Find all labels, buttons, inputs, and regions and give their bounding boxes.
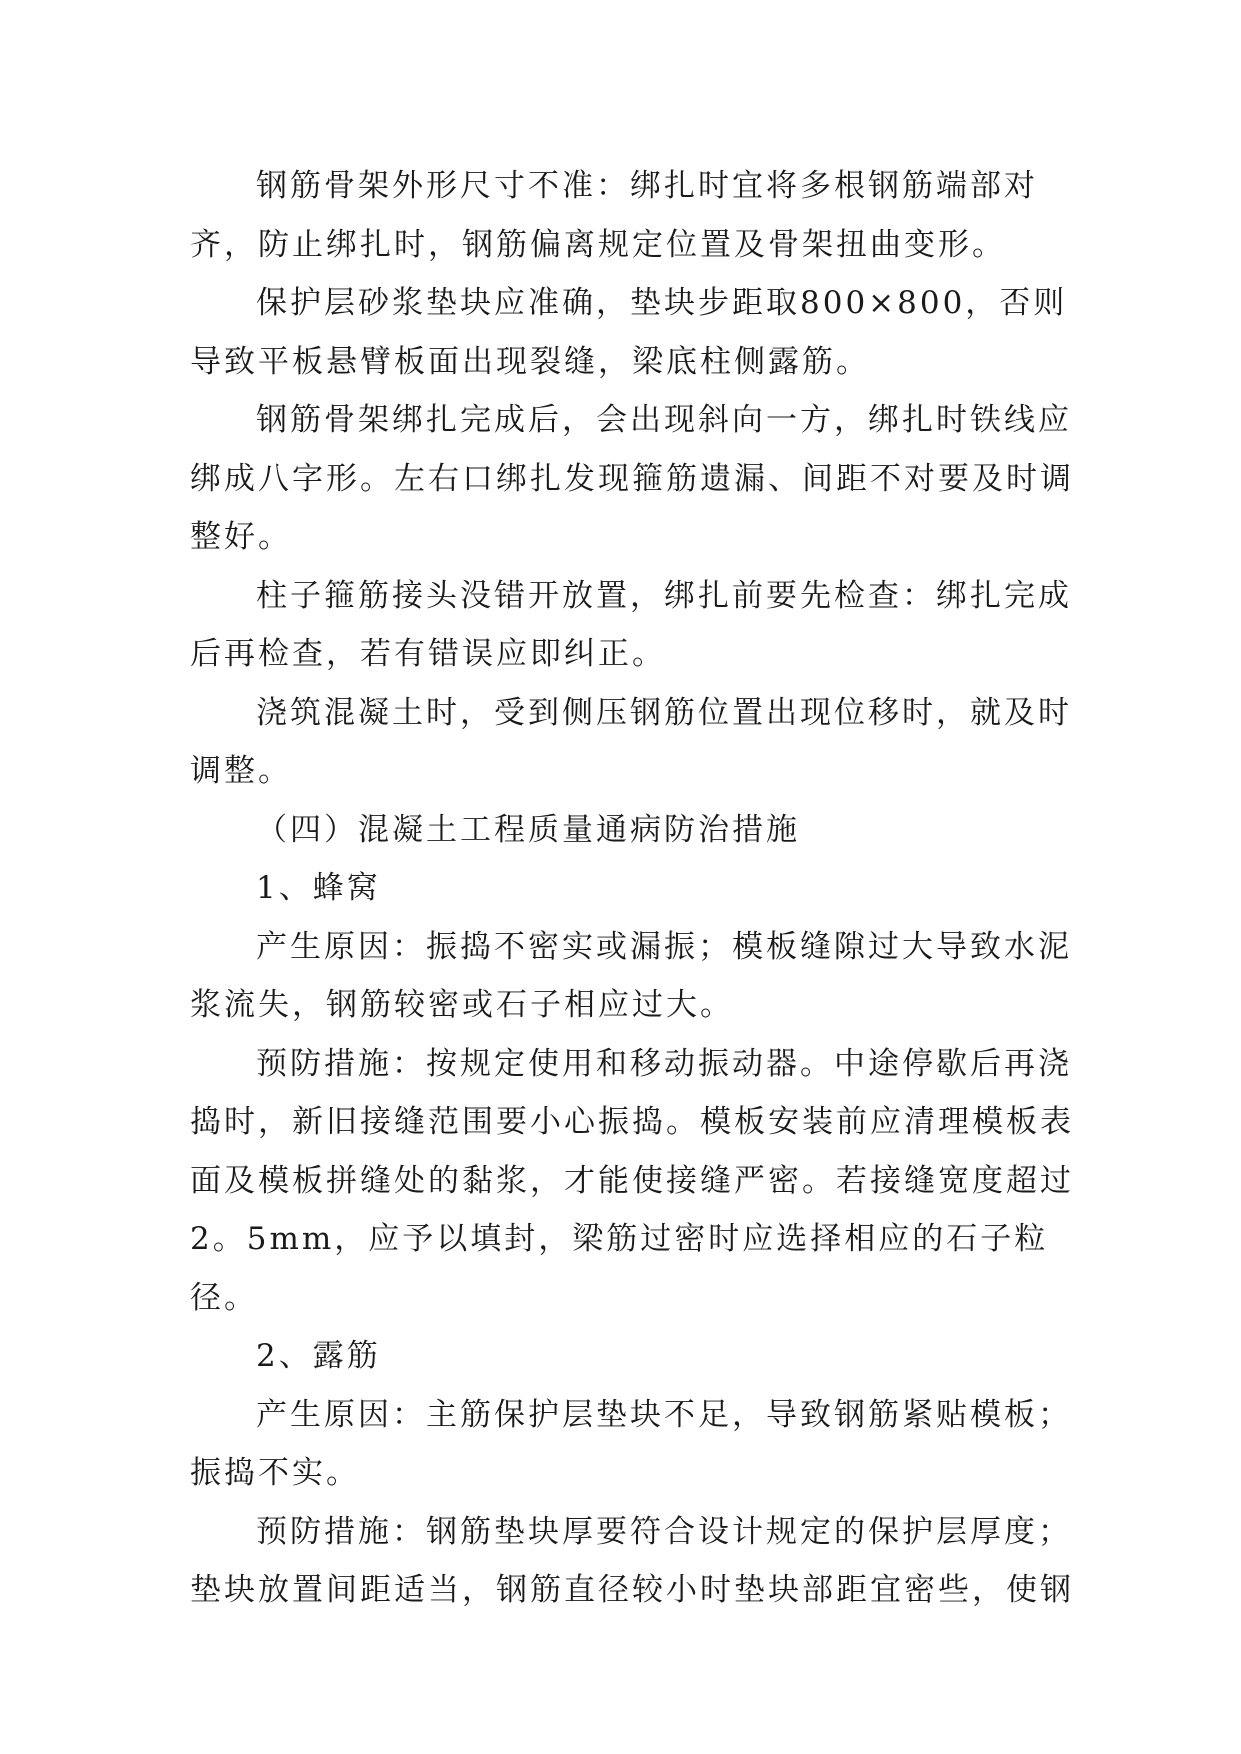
document-body xyxy=(190,157,1090,1620)
paragraph-exposed-rebar-prevention: 预防措施：钢筋垫块厚要符合设计规定的保护层厚度；垫块放置间距适当，钢筋直径较小时垫块部距宜密些，使钢 xyxy=(190,1513,1074,1608)
paragraph-pouring-displacement: 浇筑混凝土时，受到侧压钢筋位置出现位移时，就及时调整。 xyxy=(190,694,1072,789)
subheading-exposed-rebar: 2、露筋 xyxy=(256,1338,381,1374)
paragraph-honeycomb-prevention: 预防措施：按规定使用和移动振动器。中途停歇后再浇捣时，新旧接缝范围要小心振捣。模板安装前应清理模板表面及模板拼缝处的黏浆，才能使接缝严密。若接缝宽度超过2。5mm，应予以填封，梁筋过密时应选择相应的石子粒径。 xyxy=(190,1045,1074,1316)
paragraph-rebar-cage-tilt: 钢筋骨架绑扎完成后，会出现斜向一方，绑扎时铁线应绑成八字形。左右口绑扎发现箍筋遗漏、间距不对要及时调整好。 xyxy=(190,402,1074,555)
paragraph-honeycomb-cause: 产生原因：振捣不密实或漏振；模板缝隙过大导致水泥浆流失，钢筋较密或石子相应过大。 xyxy=(190,928,1072,1023)
paragraph-rebar-cage-dimensions: 钢筋骨架外形尺寸不准：绑扎时宜将多根钢筋端部对齐，防止绑扎时，钢筋偏离规定位置及骨架扭曲变形。 xyxy=(190,168,1038,263)
paragraph-column-stirrup-joints: 柱子箍筋接头没错开放置，绑扎前要先检查：绑扎完成后再检查，若有错误应即纠正。 xyxy=(190,577,1072,672)
paragraph-cover-mortar-block: 保护层砂浆垫块应准确，垫块步距取800×800，否则导致平板悬臂板面出现裂缝，梁底柱侧露筋。 xyxy=(190,285,1068,380)
section-heading-concrete: （四）混凝土工程质量通病防治措施 xyxy=(256,811,800,848)
subheading-honeycomb: 1、蜂窝 xyxy=(256,870,381,906)
paragraph-exposed-rebar-cause: 产生原因：主筋保护层垫块不足，导致钢筋紧贴模板；振捣不实。 xyxy=(190,1396,1072,1491)
